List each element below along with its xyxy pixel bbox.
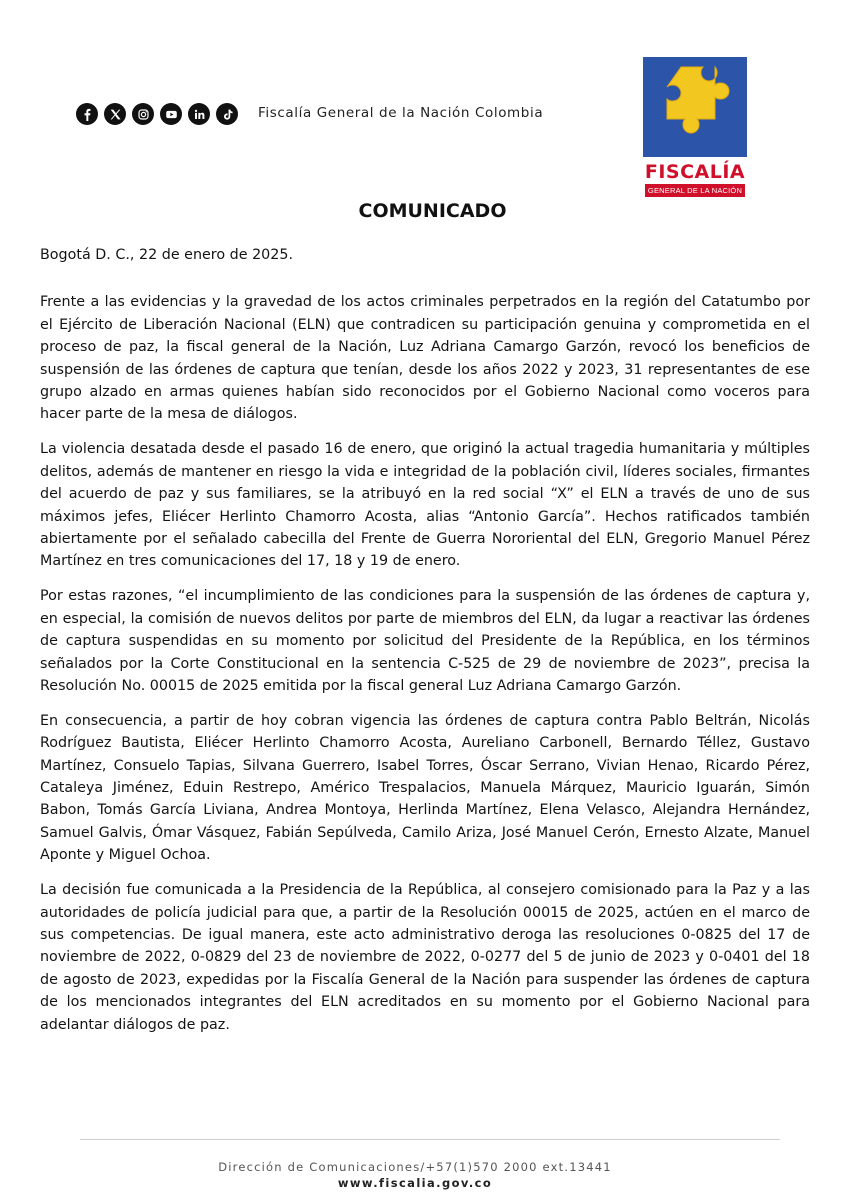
instagram-icon[interactable] — [132, 103, 154, 125]
logo-subtitle: GENERAL DE LA NACIÓN — [645, 184, 745, 197]
linkedin-icon[interactable] — [188, 103, 210, 125]
fiscalia-logo — [643, 57, 747, 197]
footer-contact: Dirección de Comunicaciones/+57(1)570 2000 ext.13441 — [218, 1160, 612, 1174]
organization-name: Fiscalía General de la Nación Colombia — [258, 105, 544, 121]
paragraph-5: La decisión fue comunicada a la Presidencia de la República, al consejero comisionado para la Paz y a las autoridades de policía judicial para que, a partir de la Resolución 00015 de 2025, actúen en el marco de sus competencias. De igual manera, este acto administrativo deroga las resoluciones 0-0825 del 17 de noviembre de 2022, 0-0829 del 23 de noviembre de 2022, 0-0277 del 5 de junio de 2023 y 0-0401 del 18 de agosto de 2023, expedidas por la Fiscalía General de la Nación para suspender las órdenes de captura de los mencionados integrantes del ELN acreditados en su momento por el Gobierno Nacional para adelantar diálogos de paz. — [40, 882, 810, 1033]
document-title: COMUNICADO — [358, 200, 507, 222]
facebook-icon[interactable] — [76, 103, 98, 125]
footer-website[interactable]: www.fiscalia.gov.co — [337, 1176, 493, 1190]
youtube-icon[interactable] — [160, 103, 182, 125]
paragraph-4: En consecuencia, a partir de hoy cobran vigencia las órdenes de captura contra Pablo Beltrán, Nicolás Rodríguez Bautista, Eliécer Herlinto Chamorro Acosta, Aureliano Carbonell, Bernardo Téllez, Gustavo Martínez, Consuelo Tapias, Silvana Guerrero, Isabel Torres, Óscar Serrano, Vivian Henao, Ricardo Pérez, Cataleya Jiménez, Eduin Restrepo, Américo Trespalacios, Manuela Márquez, Mauricio Iguarán, Simón Babon, Tomás García Liviana, Andrea Montoya, Herlinda Martínez, Elena Velasco, Alejandra Hernández, Samuel Galvis, Ómar Vásquez, Fabián Sepúlveda, Camilo Ariza, José Manuel Cerón, Ernesto Alzate, Manuel Aponte y Miguel Ochoa. — [40, 712, 810, 864]
date-line: Bogotá D. C., 22 de enero de 2025. — [40, 247, 294, 263]
paragraph-1: Frente a las evidencias y la gravedad de los actos criminales perpetrados en la región del Catatumbo por el Ejército de Liberación Nacional (ELN) que contradicen su participación genuina y comprometida en el proceso de paz, la fiscal general de la Nación, Luz Adriana Camargo Garzón, revocó los beneficios de suspensión de las órdenes de captura que tenían, desde los años 2022 y 2023, 31 representantes de ese grupo alzado en armas quienes habían sido reconocidos por el Gobierno Nacional como voceros para hacer parte de la mesa de diálogos. — [40, 294, 810, 423]
document-header — [0, 0, 865, 200]
paragraph-2: La violencia desatada desde el pasado 16 de enero, que originó la actual tragedia humanitaria y múltiples delitos, además de mantener en riesgo la vida e integridad de la población civil, líderes sociales, firmantes del acuerdo de paz y sus familiares, se la atribuyó en la red social “X” el ELN a través de uno de sus máximos jefes, Eliécer Herlinto Chamorro Acosta, alias “Antonio García”. Hechos ratificados también abiertamente por el señalado cabecilla del Frente de Guerra Nororiental del ELN, Gregorio Manuel Pérez Martínez en tres comunicaciones del 17, 18 y 19 de enero. — [40, 441, 810, 570]
logo-brand: FISCALÍA — [644, 161, 746, 183]
paragraph-3: Por estas razones, “el incumplimiento de las condiciones para la suspensión de las órdenes de captura y, en especial, la comisión de nuevos delitos por parte de miembros del ELN, da lugar a reactivar las órdenes de captura suspendidas en su momento por solicitud del Presidente de la República, en los términos señalados por la Corte Constitucional en la sentencia C-525 de 29 de noviembre de 2023”, precisa la Resolución No. 00015 de 2025 emitida por la fiscal general Luz Adriana Camargo Garzón. — [40, 588, 810, 694]
tiktok-icon[interactable] — [216, 103, 238, 125]
logo-blue-block — [643, 57, 747, 157]
x-icon[interactable] — [104, 103, 126, 125]
footer-divider — [80, 1139, 780, 1140]
document-body — [40, 244, 810, 1049]
puzzle-piece-icon — [657, 63, 733, 151]
social-icons — [76, 103, 238, 125]
